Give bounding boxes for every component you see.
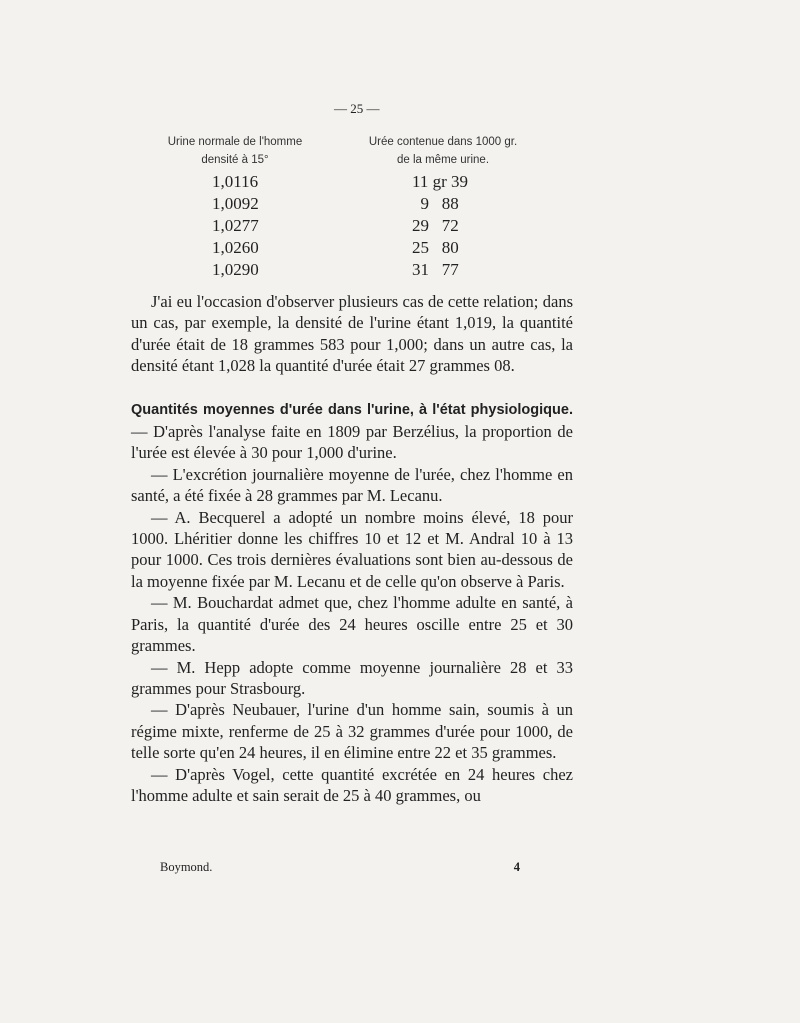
paragraph: — A. Becquerel a adopté un nombre moins élevé, 18 pour 1000. Lhéritier donne les chiffres 10 et 12 et M. Andral 10 à 13 pour 1000. Ces trois dernières évaluations sont bien au-dessous de la moyenne fixée par M. Lecanu et de celle qu'on observe à Paris. <box>131 507 573 591</box>
paragraph: — D'après Neubauer, l'urine d'un homme sain, soumis à un régime mixte, renferme de 25 à 32 grammes d'urée pour 1000, de telle sorte qu'en 24 heures, il en élimine entre 22 et 35 grammes. <box>131 700 573 763</box>
urea-value: 31 77 <box>412 260 459 279</box>
section-paragraph <box>131 398 573 464</box>
urea-value: 25 80 <box>412 238 459 257</box>
table-row <box>0 237 800 259</box>
table-row <box>0 193 800 215</box>
urea-value: 9 88 <box>412 194 459 213</box>
section-lead: — D'après l'analyse faite en 1809 par Berzélius, la proportion de l'urée est élevée à 30 pour 1,000 d'urine. <box>131 422 573 463</box>
table-row <box>0 259 800 281</box>
urea-value: 29 72 <box>412 216 459 235</box>
page-number: — 25 — <box>334 101 380 116</box>
table-header-urea-line2: de la même urine. <box>396 154 490 166</box>
paragraph: — M. Bouchardat admet que, chez l'homme adulte en santé, à Paris, la quantité d'urée des 24 heures oscille entre 25 et 30 grammes. <box>131 593 573 656</box>
table-row <box>0 171 800 193</box>
table-header-density-line1: Urine normale de l'homme <box>167 136 303 148</box>
density-value: 1,0092 <box>212 194 259 213</box>
density-value: 1,0260 <box>212 238 259 257</box>
paragraph: — D'après Vogel, cette quantité excrétée en 24 heures chez l'homme adulte et sain serait de 25 à 40 grammes, ou <box>131 764 573 805</box>
table-row <box>0 215 800 237</box>
urea-value: 11 gr 39 <box>412 172 469 191</box>
density-value: 1,0277 <box>212 216 259 235</box>
density-value: 1,0290 <box>212 260 259 279</box>
section-heading: Quantités moyennes d'urée dans l'urine, à l'état physiologique. <box>131 401 573 418</box>
sheet-number: 4 <box>513 860 520 874</box>
table-header-urea-line1: Urée contenue dans 1000 gr. <box>368 136 518 148</box>
table-header-density <box>150 133 320 169</box>
paragraph: J'ai eu l'occasion d'observer plusieurs cas de cette relation; dans un cas, par exemple, la densité de l'urine étant 1,019, la quantité d'urée était de 18 grammes 583 pour 1,000; dans un autre cas, la densité étant 1,028 la quantité d'urée était 27 grammes 08. <box>131 292 573 376</box>
table-header-density-line2: densité à 15° <box>201 154 269 166</box>
paragraph: — L'excrétion journalière moyenne de l'urée, chez l'homme en santé, a été fixée à 28 grammes par M. Lecanu. <box>131 464 573 506</box>
printer-signature: Boymond. <box>160 860 213 874</box>
density-urea-table <box>0 171 800 281</box>
paragraph: — M. Hepp adopte comme moyenne journalière 28 et 33 grammes pour Strasbourg. <box>131 657 573 698</box>
body-text <box>131 291 573 806</box>
table-header-urea <box>358 133 528 169</box>
density-value: 1,0116 <box>212 172 259 191</box>
